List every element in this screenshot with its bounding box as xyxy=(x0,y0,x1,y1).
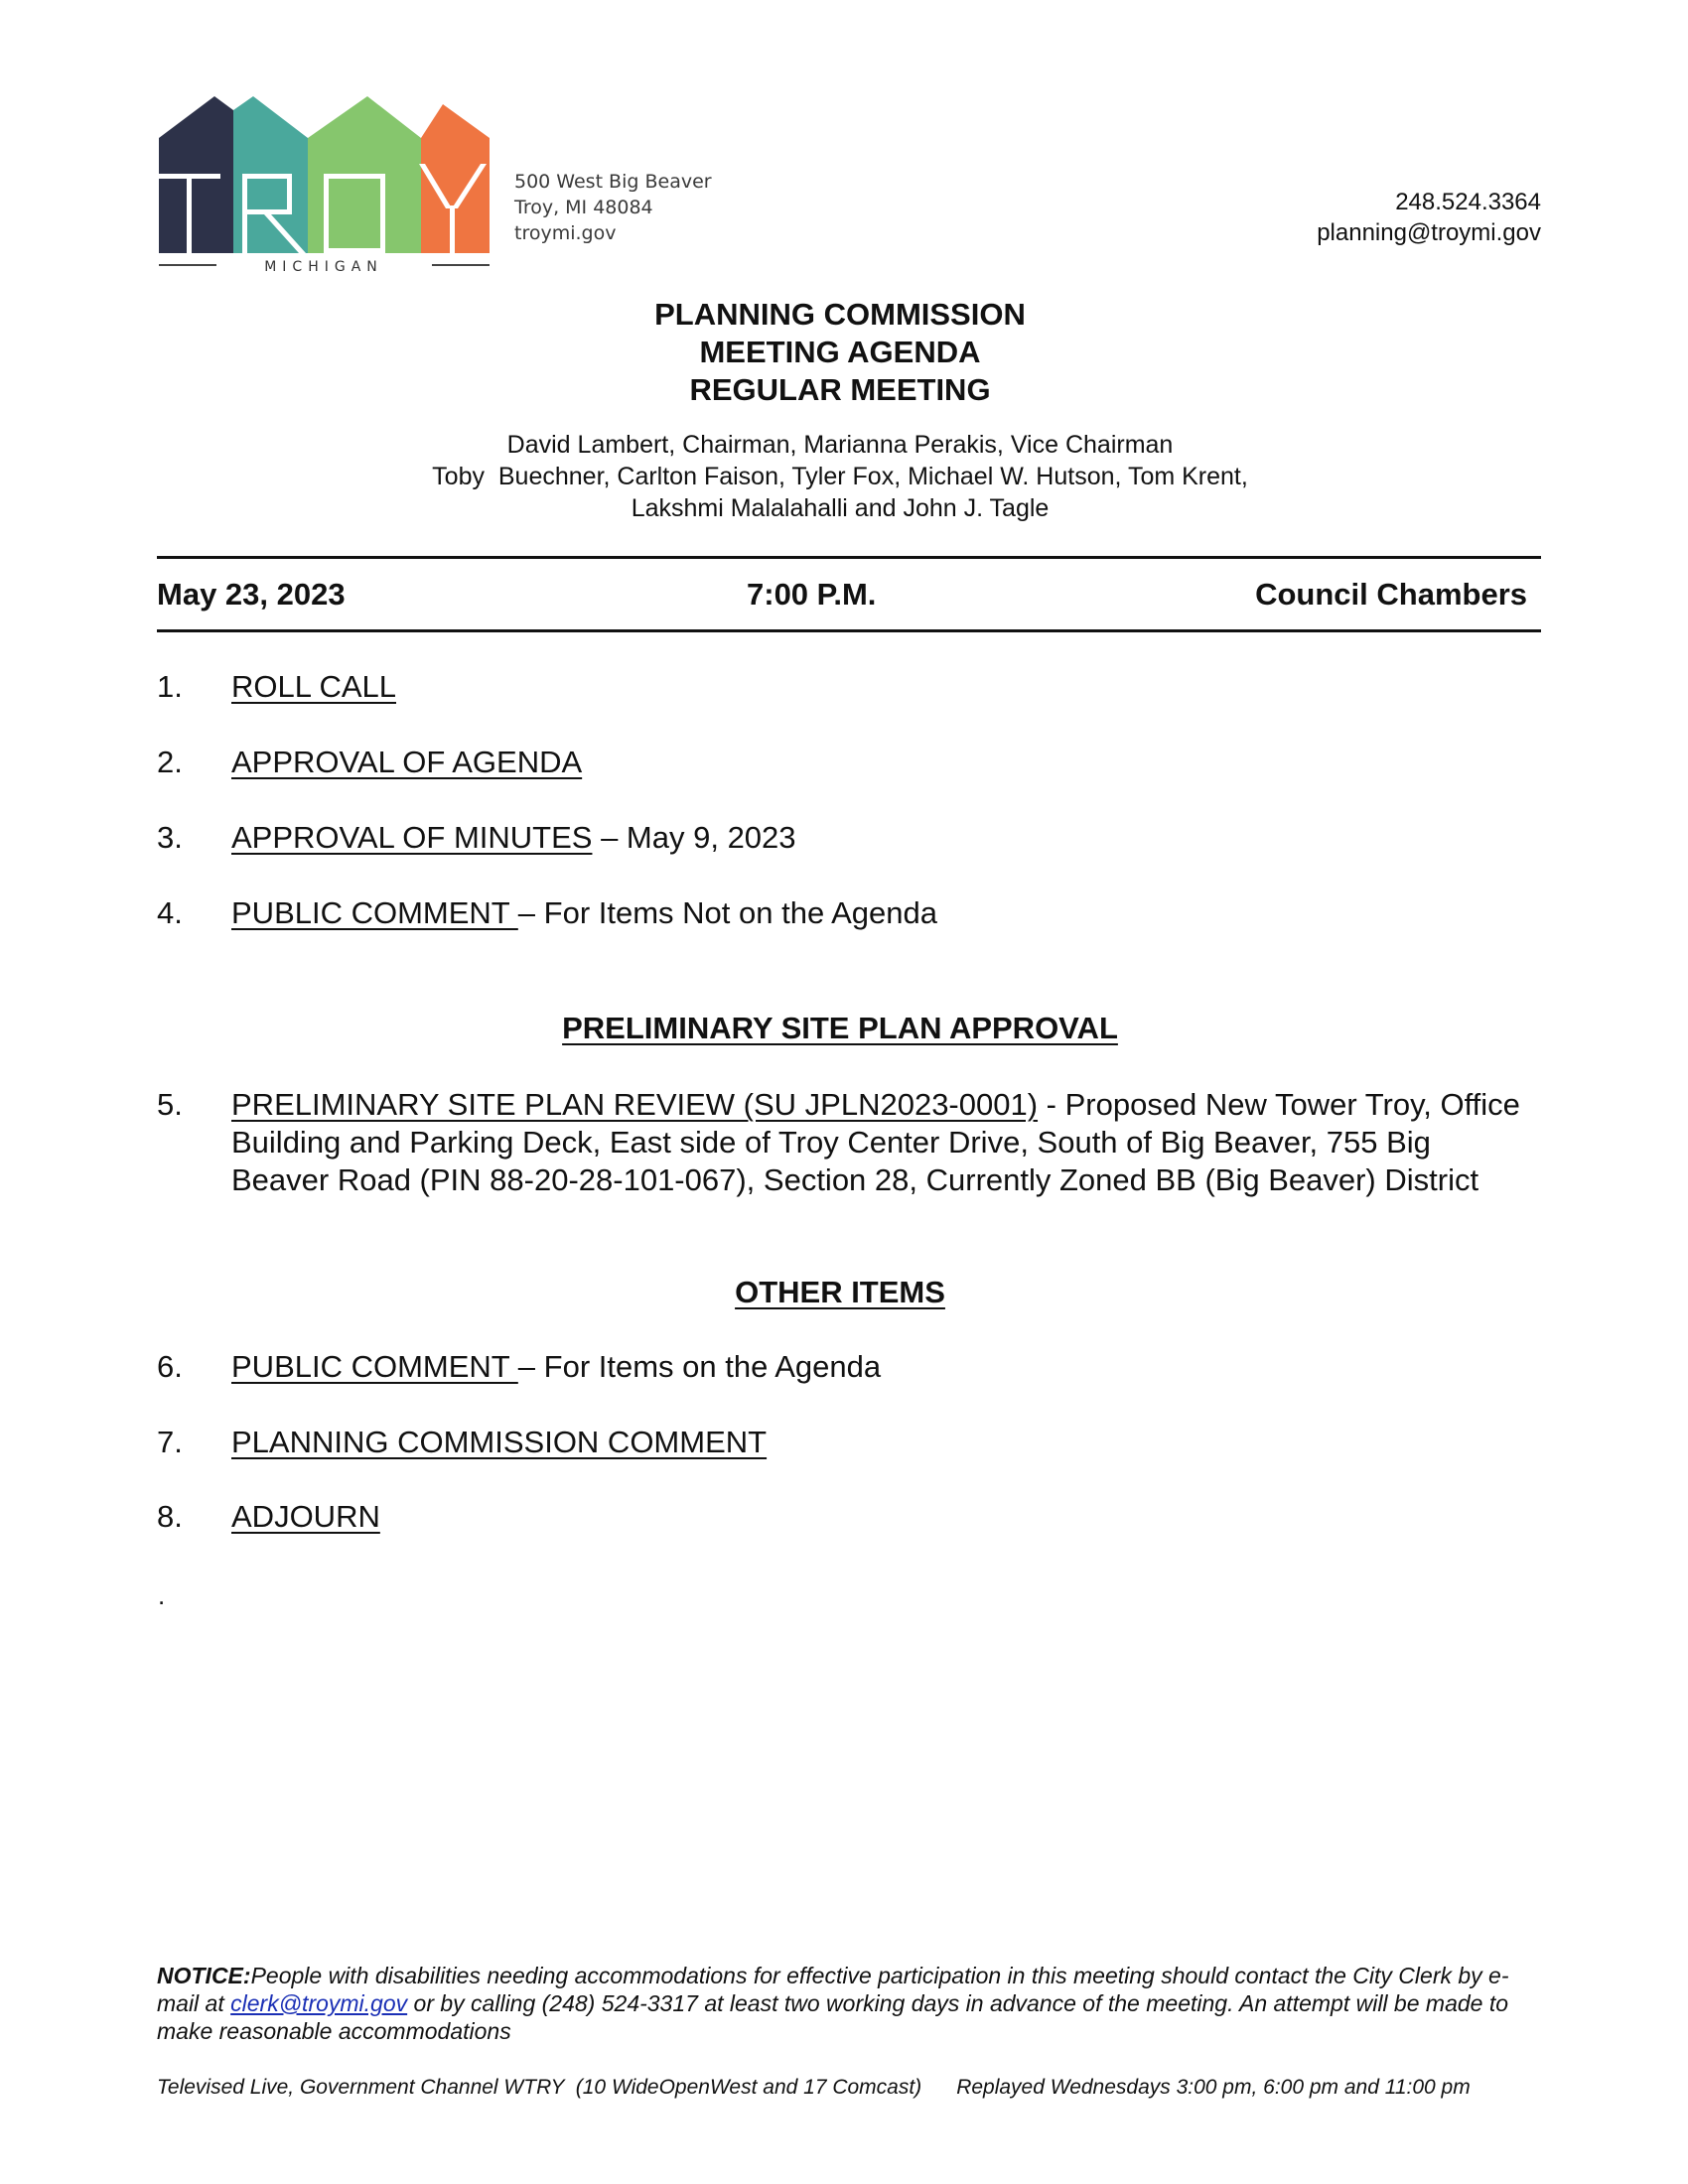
members-line-1: David Lambert, Chairman, Marianna Perakis, Vice Chairman xyxy=(506,431,1174,459)
item-title: PUBLIC COMMENT xyxy=(231,1349,518,1384)
section-heading-other xyxy=(0,1274,1684,1311)
city-address xyxy=(514,169,712,246)
item-title: APPROVAL OF AGENDA xyxy=(231,745,583,779)
agenda-title xyxy=(0,296,1684,409)
replay-schedule: Replayed Wednesdays 3:00 pm, 6:00 pm and 11:00 pm xyxy=(956,2076,1471,2099)
address-street: 500 West Big Beaver xyxy=(514,171,712,193)
logo-michigan-text: MICHIGAN xyxy=(264,259,383,273)
members-line-3: Lakshmi Malalahalli and John J. Tagle xyxy=(631,494,1050,522)
item-number: 5. xyxy=(157,1087,183,1122)
item-title: APPROVAL OF MINUTES xyxy=(231,820,593,855)
broadcast-info xyxy=(157,2075,1537,2101)
item-title: PUBLIC COMMENT xyxy=(231,895,518,930)
section-heading-preliminary xyxy=(0,1010,1684,1047)
meeting-info xyxy=(157,576,1527,614)
troy-michigan-logo xyxy=(157,94,490,273)
notice-text-2: or by calling (248) 524-3317 at least two working days in advance of the meeting. An attempt will be made to make reasonable accommodations xyxy=(157,1990,1509,2044)
item-detail: – May 9, 2023 xyxy=(592,820,796,855)
item-detail: - Proposed New Tower Troy, Office Building and Parking Deck, East side of Troy Center Drive, South of Big Beaver, 755 Big Beaver Road (PIN 88-20-28-101-067), Section 28, Currently Zoned BB (Big Beaver) District xyxy=(231,1087,1520,1197)
top-divider xyxy=(157,556,1541,559)
title-line-3: REGULAR MEETING xyxy=(689,372,991,407)
planning-email: planning@troymi.gov xyxy=(1317,219,1541,246)
item-number: 2. xyxy=(157,745,183,779)
item-title: PRELIMINARY SITE PLAN REVIEW (SU JPLN2023-0001) xyxy=(231,1087,1039,1122)
bottom-divider xyxy=(157,629,1541,632)
meeting-time: 7:00 P.M. xyxy=(747,577,877,612)
notice-text-1: People with disabilities needing accommodations for effective participation in this meeting should contact the City Clerk by e-mail at xyxy=(157,1963,1509,2016)
meeting-location: Council Chambers xyxy=(1255,577,1527,612)
planning-contact xyxy=(1317,187,1541,248)
clerk-email-link[interactable]: clerk@troymi.gov xyxy=(230,1990,408,2016)
item-number: 7. xyxy=(157,1425,183,1459)
planning-phone: 248.524.3364 xyxy=(1395,189,1541,215)
item-title: ROLL CALL xyxy=(231,669,396,704)
item-detail: – For Items Not on the Agenda xyxy=(517,895,937,930)
agenda-item xyxy=(157,1086,1527,1245)
notice-label: NOTICE: xyxy=(157,1963,251,1988)
item-detail: – For Items on the Agenda xyxy=(517,1349,882,1384)
title-line-2: MEETING AGENDA xyxy=(699,335,981,369)
city-website: troymi.gov xyxy=(514,222,617,244)
item-number: 1. xyxy=(157,669,183,704)
item-title: ADJOURN xyxy=(231,1499,380,1534)
item-number: 8. xyxy=(157,1499,183,1534)
section-heading-text: OTHER ITEMS xyxy=(735,1275,945,1309)
item-title: PLANNING COMMISSION COMMENT xyxy=(231,1425,768,1459)
trailing-period: . xyxy=(158,1580,166,1610)
meeting-date: May 23, 2023 xyxy=(157,577,346,612)
item-number: 3. xyxy=(157,820,183,855)
members-line-2: Toby Buechner, Carlton Faison, Tyler Fox, Michael W. Hutson, Tom Krent, xyxy=(432,463,1248,490)
address-city: Troy, MI 48084 xyxy=(514,197,653,218)
item-number: 4. xyxy=(157,895,183,930)
item-number: 6. xyxy=(157,1349,183,1384)
commission-members xyxy=(0,429,1684,524)
accessibility-notice xyxy=(157,1962,1527,2045)
section-heading-text: PRELIMINARY SITE PLAN APPROVAL xyxy=(562,1011,1118,1045)
title-line-1: PLANNING COMMISSION xyxy=(654,297,1026,332)
televised-live: Televised Live, Government Channel WTRY (10 WideOpenWest and 17 Comcast) xyxy=(157,2076,922,2099)
